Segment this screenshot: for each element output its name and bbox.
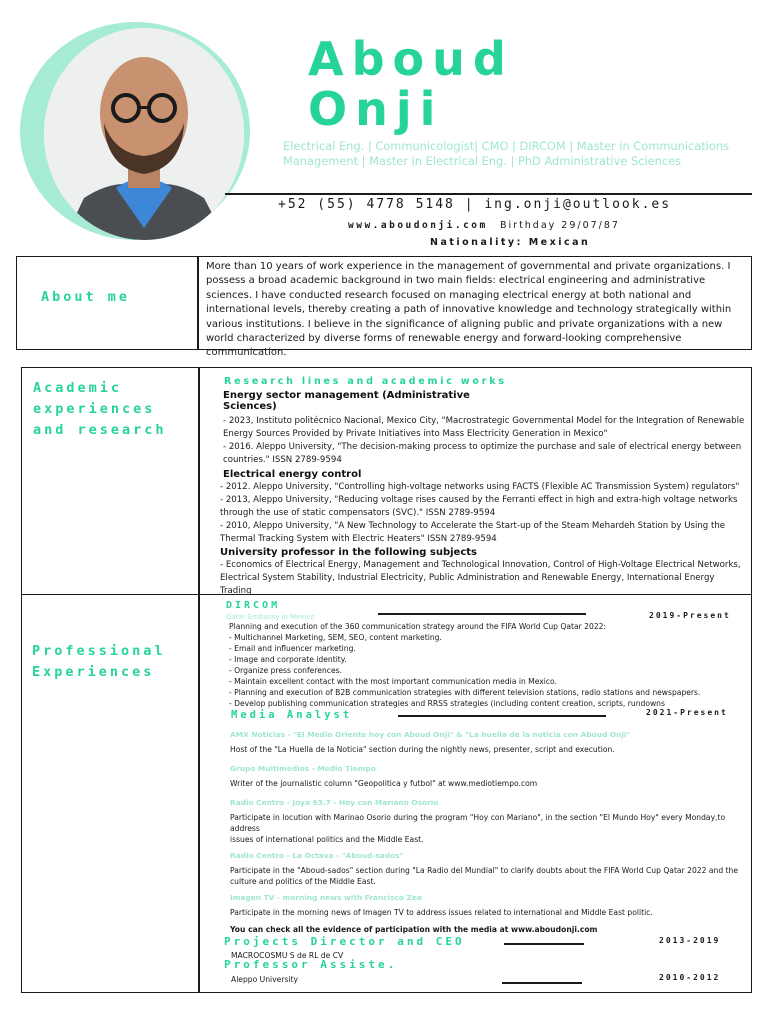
- professional-title-line: Experiences: [32, 664, 155, 680]
- research-subtitle: Research lines and academic works: [224, 376, 507, 387]
- media-description: [230, 812, 745, 845]
- detail-line: - Multichannel Marketing, SEM, SEO, content marketing.: [229, 633, 442, 642]
- item-line: Thermal Tracking System with Electric Heaters" ISSN 2789-9594: [220, 533, 497, 544]
- research-item: [220, 494, 745, 519]
- detail-line: - Image and corporate identity.: [229, 655, 347, 664]
- detail-line: - Organize press conferences.: [229, 666, 342, 675]
- profile-photo: [44, 28, 244, 240]
- media-description: Host of the "La Huella de la Noticia" section during the nightly news, presenter, script and execution.: [230, 745, 615, 754]
- website: www.aboudonji.com: [348, 220, 488, 231]
- media-role: Media Analyst: [231, 709, 353, 721]
- about-divider: [197, 256, 199, 350]
- academic-title-line: and research: [33, 422, 167, 438]
- media-description: Participate in the morning news of Imagen TV to address issues related to international and Middle East politic.: [230, 908, 653, 917]
- detail-line: issues of international politics and the Middle East.: [230, 835, 424, 844]
- item-line: through the use of static compensators (SVC)." ISSN 2789-9594: [220, 507, 496, 518]
- academic-title-line: Academic: [33, 380, 123, 396]
- professional-title: [32, 641, 166, 683]
- media-description: [230, 865, 745, 887]
- professional-title-line: Professional: [32, 643, 166, 659]
- projects-org: MACROCOSMU S de RL de CV: [231, 951, 344, 960]
- nationality: Nationality: Mexican: [430, 237, 591, 248]
- avatar: [44, 28, 244, 240]
- media-description: Writer of the journalistic column "Geopolitica y futbol" at www.mediotiempo.com: [230, 779, 538, 788]
- about-text: More than 10 years of work experience in the management of governmental and private organizations. I possess a broad academic background in two main fields: electrical engineering and administrative sciences. I have conducted research focused on managing electrical energy at both national and international levels, thereby creating a path of innovative knowledge and technology strategically within various institutions. I believe in the significance of aligning public and private organizations with a new world characterized by diverse forms of renewable energy and forward-looking comprehensive communication.: [206, 261, 732, 359]
- academic-title: [33, 378, 167, 441]
- research-item: [220, 559, 745, 597]
- item-line: - Economics of Electrical Energy, Management and Technological Innovation, Control of High-Voltage Electrical Networks,: [220, 560, 741, 571]
- projects-rule: [504, 943, 584, 945]
- headline-line: Electrical Eng. | Communicologist| CMO | DIRCOM | Master in Communications: [283, 139, 730, 153]
- media-outlet: AMX Noticias - "El Medio Oriente hoy con Aboud Onji" & "La huella de la noticia con Aboud Onji": [230, 730, 631, 739]
- item-line: countries." ISSN 2789-9594: [223, 454, 342, 465]
- dircom-role: DIRCOM: [226, 600, 281, 611]
- media-outlet: Radio Centro - La Octava - "Aboud-sados": [230, 851, 404, 860]
- item-line: - 2013, Aleppo University, "Reducing voltage rises caused by the Ferranti effect in high and extra-high voltage networks: [220, 494, 738, 505]
- item-line: Energy Sources Provided by Private Initiatives into Mass Electricity Generation in Mexico": [223, 428, 608, 439]
- research-item: - 2012. Aleppo University, "Controlling high-voltage networks using FACTS (Flexible AC Transmission System) regulators": [220, 482, 740, 493]
- header-divider: [225, 193, 752, 195]
- dircom-date: 2019-Present: [649, 611, 731, 620]
- research-group-heading: University professor in the following subjects: [220, 547, 478, 559]
- dircom-org: Qatar Embassy in Mexico: [226, 613, 315, 621]
- academic-content: [220, 390, 745, 597]
- research-group-heading: [220, 390, 745, 412]
- professor-rule: [502, 982, 582, 984]
- research-item: [220, 520, 745, 545]
- heading-line: Energy sector management (Administrative: [223, 390, 470, 401]
- detail-line: - Email and influencer marketing.: [229, 644, 356, 653]
- contact-line: +52 (55) 4778 5148 | ing.onji@outlook.es: [278, 197, 672, 212]
- dircom-details: [229, 621, 749, 709]
- media-date: 2021-Present: [646, 708, 728, 717]
- academic-title-line: experiences: [33, 401, 156, 417]
- first-name: Aboud: [308, 32, 514, 86]
- media-note: You can check all the evidence of participation with the media at www.aboudonji.com: [230, 925, 598, 934]
- detail-line: Planning and execution of the 360 communication strategy around the FIFA World Cup Qatar 2022:: [229, 622, 607, 631]
- last-name: Onji: [308, 82, 444, 136]
- heading-line: Sciences): [223, 401, 277, 412]
- headline: [283, 139, 753, 168]
- detail-line: - Develop publishing communication strategies and RRSS strategies (including content creation, scripts, rundowns: [229, 699, 665, 708]
- professor-role: Professor Assiste.: [224, 958, 398, 971]
- media-outlet: Radio Centro - Joya 93.7 - Hoy con Mariano Osorio: [230, 798, 439, 807]
- projects-date: 2013-2019: [659, 936, 721, 945]
- media-rule: [398, 715, 606, 717]
- about-title: About me: [41, 289, 131, 305]
- detail-line: - Planning and execution of B2B communication strategies with different television stations, radio stations and newspapers.: [229, 688, 701, 697]
- detail-line: Participate in the "Aboud-sados" section during "La Radio del Mundial" to clarify doubts about the FIFA World Cup Qatar 2022 and the: [230, 866, 739, 875]
- item-line: Electrical System Stability, Industrial Electricity, Public Administration and Renewable Energy, International Energy: [220, 572, 715, 583]
- media-details: [230, 730, 745, 935]
- birthday: Birthday 29/07/87: [500, 220, 620, 231]
- research-item: [220, 415, 745, 440]
- research-item: [220, 441, 745, 466]
- media-outlet: Grupo Multimedios - Medio Tiempo: [230, 764, 376, 773]
- research-group-heading: Electrical energy control: [223, 469, 362, 481]
- dircom-rule: [378, 613, 586, 615]
- item-line: - 2010, Aleppo University, "A New Technology to Accelerate the Start-up of the Steam Mehardeh Station by Using the: [220, 521, 726, 532]
- detail-line: Participate in locution with Marinao Osorio during the program "Hoy con Mariano", in the section "El Mundo Hoy" every Monday,to address: [230, 813, 726, 833]
- experience-divider: [198, 367, 200, 993]
- detail-line: - Maintain excellent contact with the most important communication media in Mexico.: [229, 677, 557, 686]
- media-outlet: Imagen TV - morning news with Francisco Zea: [230, 893, 422, 902]
- professor-org: Aleppo University: [231, 975, 298, 984]
- item-line: - 2016. Aleppo University, "The decision-making process to optimize the purchase and sale of electrical energy between: [223, 442, 742, 453]
- item-line: - 2023, Instituto politécnico Nacional, Mexico City, "Macrostrategic Governmental Model for the Integration of Renewable: [223, 416, 745, 426]
- item-line: Trading: [220, 585, 252, 596]
- headline-line: Management | Master in Electrical Eng. | PhD Administrative Sciences: [283, 153, 682, 168]
- projects-role: Projects Director and CEO: [224, 935, 465, 948]
- detail-line: culture and politics of the Middle East.: [230, 877, 376, 886]
- professor-date: 2010-2012: [659, 973, 721, 982]
